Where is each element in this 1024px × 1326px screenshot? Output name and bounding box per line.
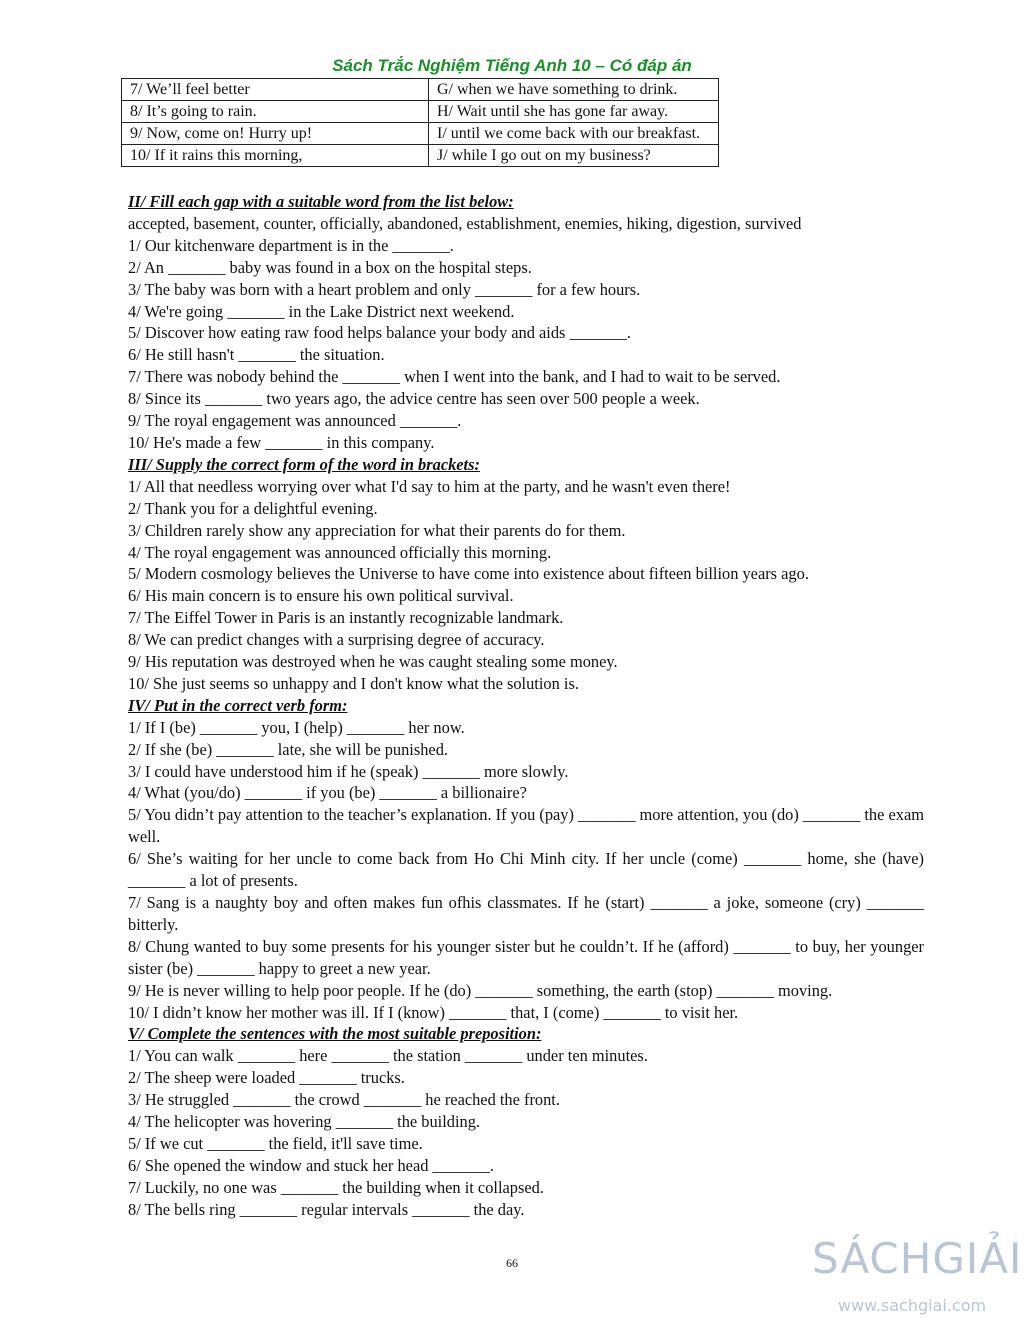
table-row	[122, 79, 719, 101]
list-item: 2/ If she (be) _______ late, she will be punished.	[128, 739, 449, 759]
list-item: 5/ Discover how eating raw food helps balance your body and aids _______.	[128, 323, 631, 343]
page-header-title: Sách Trắc Nghiệm Tiếng Anh 10 – Có đáp án	[332, 56, 692, 75]
watermark	[812, 1234, 1024, 1326]
list-item: 7/ There was nobody behind the _______ when I went into the bank, and I had to wait to be served.	[128, 367, 781, 387]
list-item: 1/ All that needless worrying over what I'd say to him at the party, and he wasn't even there!	[128, 476, 731, 496]
list-item: 8/ The bells ring _______ regular intervals _______ the day.	[128, 1199, 525, 1219]
list-item: 6/ His main concern is to ensure his own political survival.	[128, 586, 514, 606]
watermark-url: www.sachgiai.com	[838, 1296, 987, 1315]
list-item: 7/ The Eiffel Tower in Paris is an instantly recognizable landmark.	[128, 608, 564, 628]
table-cell-left: 10/ If it rains this morning,	[122, 145, 429, 167]
section-heading: V/ Complete the sentences with the most suitable preposition:	[128, 1024, 542, 1044]
list-item: 6/ She opened the window and stuck her head _______.	[128, 1155, 494, 1175]
list-item: 8/ We can predict changes with a surprising degree of accuracy.	[128, 630, 545, 650]
list-item: 1/ Our kitchenware department is in the _______.	[128, 235, 454, 255]
list-item: 4/ The helicopter was hovering _______ the building.	[128, 1112, 481, 1132]
matching-table	[121, 78, 719, 167]
list-item: 1/ You can walk _______ here _______ the station _______ under ten minutes.	[128, 1046, 648, 1066]
list-item: 5/ Modern cosmology believes the Universe to have come into existence about fifteen billion years ago.	[128, 564, 809, 584]
table-cell-left: 7/ We’ll feel better	[122, 79, 429, 101]
list-item: 6/ She’s waiting for her uncle to come back from Ho Chi Minh city. If her uncle (come) _______ home, she (have) _______ a lot of presents.	[128, 849, 924, 891]
list-item: 2/ Thank you for a delightful evening.	[128, 498, 378, 518]
list-item: 8/ Chung wanted to buy some presents for his younger sister but he couldn’t. If he (afford) _______ to buy, her younger sister (be) _______ happy to greet a new year.	[128, 936, 924, 978]
watermark-logo: SÁCHGIẢI	[812, 1234, 1023, 1283]
list-item: 5/ You didn’t pay attention to the teacher’s explanation. If you (pay) _______ more attention, you (do) _______ the exam well.	[128, 805, 924, 847]
list-item: 9/ He is never willing to help poor people. If he (do) _______ something, the earth (stop) _______ moving.	[128, 980, 833, 1000]
list-item: 4/ What (you/do) _______ if you (be) _______ a billionaire?	[128, 783, 527, 803]
table-row	[122, 123, 719, 145]
table-cell-left: 9/ Now, come on! Hurry up!	[122, 123, 429, 145]
list-item: 10/ She just seems so unhappy and I don't know what the solution is.	[128, 673, 579, 693]
list-item: 2/ An _______ baby was found in a box on the hospital steps.	[128, 257, 532, 277]
table-cell-left: 8/ It’s going to rain.	[122, 101, 429, 123]
list-item: 3/ The baby was born with a heart problem and only _______ for a few hours.	[128, 279, 641, 299]
exercise-content	[128, 191, 924, 1221]
section-heading: II/ Fill each gap with a suitable word from the list below:	[128, 192, 514, 211]
list-item: 7/ Sang is a naughty boy and often makes fun ofhis classmates. If he (start) _______ a joke, someone (cry) _______ bitterly.	[128, 893, 924, 934]
list-item: 1/ If I (be) _______ you, I (help) _______ her now.	[128, 717, 465, 737]
word-list: accepted, basement, counter, officially, abandoned, establishment, enemies, hiking, digestion, survived	[128, 213, 802, 233]
table-cell-right: G/ when we have something to drink.	[429, 79, 719, 101]
list-item: 10/ He's made a few _______ in this company.	[128, 432, 435, 452]
list-item: 4/ We're going _______ in the Lake District next weekend.	[128, 301, 515, 321]
table-row	[122, 101, 719, 123]
list-item: 10/ I didn’t know her mother was ill. If I (know) _______ that, I (come) _______ to visit her.	[128, 1002, 739, 1022]
list-item: 5/ If we cut _______ the field, it'll save time.	[128, 1133, 423, 1153]
list-item: 3/ I could have understood him if he (speak) _______ more slowly.	[128, 761, 569, 781]
list-item: 4/ The royal engagement was announced officially this morning.	[128, 542, 552, 562]
section-heading: IV/ Put in the correct verb form:	[128, 695, 348, 715]
table-cell-right: H/ Wait until she has gone far away.	[429, 101, 719, 123]
section-heading: III/ Supply the correct form of the word in brackets:	[128, 454, 480, 474]
list-item: 3/ Children rarely show any appreciation for what their parents do for them.	[128, 520, 626, 540]
list-item: 7/ Luckily, no one was _______ the building when it collapsed.	[128, 1177, 544, 1197]
table-row	[122, 145, 719, 167]
list-item: 6/ He still hasn't _______ the situation.	[128, 345, 385, 365]
list-item: 9/ The royal engagement was announced _______.	[128, 411, 462, 431]
page-number: 66	[506, 1256, 518, 1270]
list-item: 3/ He struggled _______ the crowd _______ he reached the front.	[128, 1090, 560, 1110]
list-item: 9/ His reputation was destroyed when he was caught stealing some money.	[128, 652, 618, 672]
table-cell-right: J/ while I go out on my business?	[429, 145, 719, 167]
list-item: 8/ Since its _______ two years ago, the advice centre has seen over 500 people a week.	[128, 389, 700, 409]
table-cell-right: I/ until we come back with our breakfast.	[429, 123, 719, 145]
list-item: 2/ The sheep were loaded _______ trucks.	[128, 1068, 405, 1088]
